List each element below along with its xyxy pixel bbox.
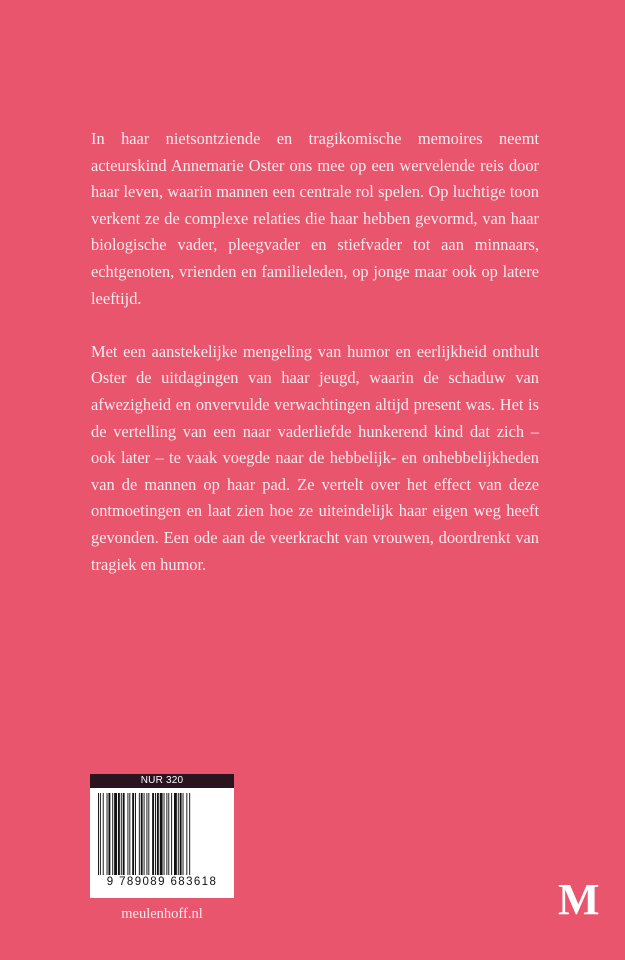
isbn-number: 9 789089 683618 (106, 876, 218, 888)
barcode-icon (98, 793, 226, 875)
nur-code-label: NUR 320 (90, 774, 234, 788)
publisher-website: meulenhoff.nl (121, 906, 203, 922)
blurb-paragraph-2: Met een aanstekelijke mengeling van humor en eerlijkheid onthult Oster de uitdagingen van haar jeugd, waarin de schaduw van afwezigheid en onvervulde verwachtingen altijd present was. Het is de vertelling van een naar vaderliefde hunkerend kind dat zich – ook later – te vaak voegde naar de hebbelijk- en onhebbelijkheden van de mannen op haar pad. Ze vertelt over het effect van deze ontmoetingen en laat zien hoe ze uiteindelijk haar eigen weg heeft gevonden. Een ode aan de veerkracht van vrouwen, doordrenkt van tragiek en humor. (91, 341, 539, 574)
blurb-paragraph-1: In haar nietsontziende en tragikomische memoires neemt acteurskind Annemarie Oster ons mee op een wervelende reis door haar leven, waarin mannen een centrale rol spelen. Op luchtige toon verkent ze de complexe relaties die haar hebben gevormd, van haar biologische vader, pleegvader en stiefvader tot aan minnaars, echtgenoten, vrienden en familieleden, op jonge maar ook op latere leeftijd. (91, 129, 539, 308)
publisher-logo: M (558, 875, 600, 924)
isbn-barcode-block (90, 774, 234, 898)
blurb-text (91, 126, 539, 578)
